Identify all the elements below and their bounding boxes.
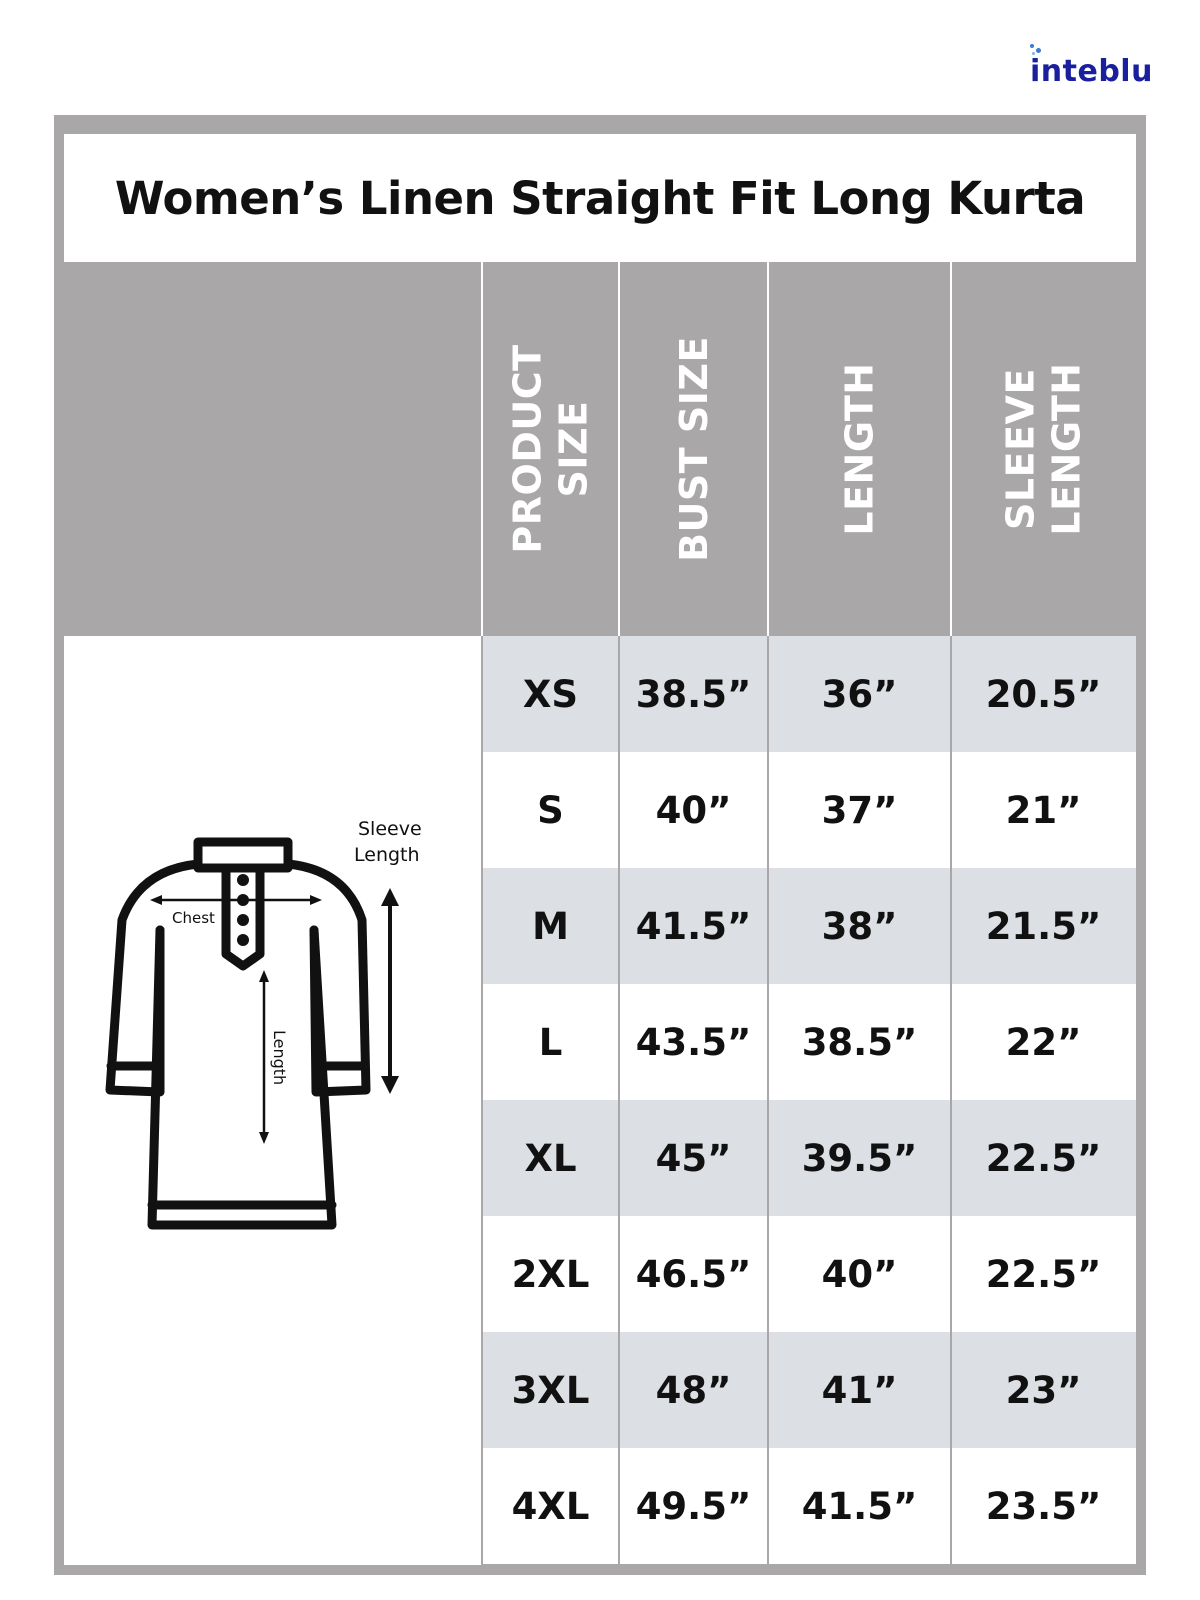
length-label: Length <box>270 1030 289 1086</box>
table-row <box>482 1216 1136 1332</box>
bust-cell: 40” <box>655 788 732 832</box>
table-divider <box>481 636 483 1565</box>
kurta-diagram <box>100 818 460 1270</box>
sleeve-cell: 22.5” <box>985 1252 1102 1296</box>
bust-cell: 48” <box>655 1368 732 1412</box>
title-box <box>64 134 1136 262</box>
table-divider <box>767 636 769 1565</box>
sleeve-cell: 23” <box>1005 1368 1082 1412</box>
length-cell: 37” <box>821 788 898 832</box>
table-divider <box>618 636 620 1565</box>
table-row <box>482 1100 1136 1216</box>
table-divider <box>950 636 952 1565</box>
bust-cell: 45” <box>655 1136 732 1180</box>
size-table <box>482 636 1136 1565</box>
size-cell: L <box>538 1020 563 1064</box>
size-cell: 4XL <box>511 1484 590 1528</box>
length-cell: 38.5” <box>801 1020 918 1064</box>
size-cell: 3XL <box>511 1368 590 1412</box>
column-header-sleeve-length: SLEEVE LENGTH <box>998 362 1089 536</box>
bust-cell: 38.5” <box>635 672 752 716</box>
size-cell: XL <box>524 1136 577 1180</box>
brand-name: inteblu <box>1030 54 1153 89</box>
table-row <box>482 752 1136 868</box>
length-cell: 39.5” <box>801 1136 918 1180</box>
column-header-bust-size: BUST SIZE <box>671 336 716 562</box>
brand-logo <box>1030 40 1180 100</box>
length-cell: 40” <box>821 1252 898 1296</box>
sleeve-cell: 20.5” <box>985 672 1102 716</box>
bust-cell: 46.5” <box>635 1252 752 1296</box>
sleeve-cell: 21” <box>1005 788 1082 832</box>
sleeve-cell: 23.5” <box>985 1484 1102 1528</box>
length-cell: 38” <box>821 904 898 948</box>
bust-cell: 43.5” <box>635 1020 752 1064</box>
size-cell: M <box>532 904 569 948</box>
sleeve-label-line1: Sleeve <box>358 818 422 840</box>
column-header-length: LENGTH <box>837 362 882 536</box>
table-row <box>482 1448 1136 1564</box>
length-cell: 41” <box>821 1368 898 1412</box>
table-row <box>482 868 1136 984</box>
table-row <box>482 636 1136 752</box>
chest-label: Chest <box>172 909 215 927</box>
size-cell: XS <box>522 672 579 716</box>
sleeve-label-line2: Length <box>354 844 420 866</box>
bust-cell: 49.5” <box>635 1484 752 1528</box>
length-cell: 36” <box>821 672 898 716</box>
column-header-product-size: PRODUCT SIZE <box>505 344 596 554</box>
table-row <box>482 1332 1136 1448</box>
size-cell: S <box>537 788 564 832</box>
size-cell: 2XL <box>511 1252 590 1296</box>
sleeve-cell: 22” <box>1005 1020 1082 1064</box>
bust-cell: 41.5” <box>635 904 752 948</box>
sleeve-cell: 21.5” <box>985 904 1102 948</box>
length-cell: 41.5” <box>801 1484 918 1528</box>
page-title: Women’s Linen Straight Fit Long Kurta <box>114 171 1086 225</box>
sleeve-cell: 22.5” <box>985 1136 1102 1180</box>
table-row <box>482 984 1136 1100</box>
